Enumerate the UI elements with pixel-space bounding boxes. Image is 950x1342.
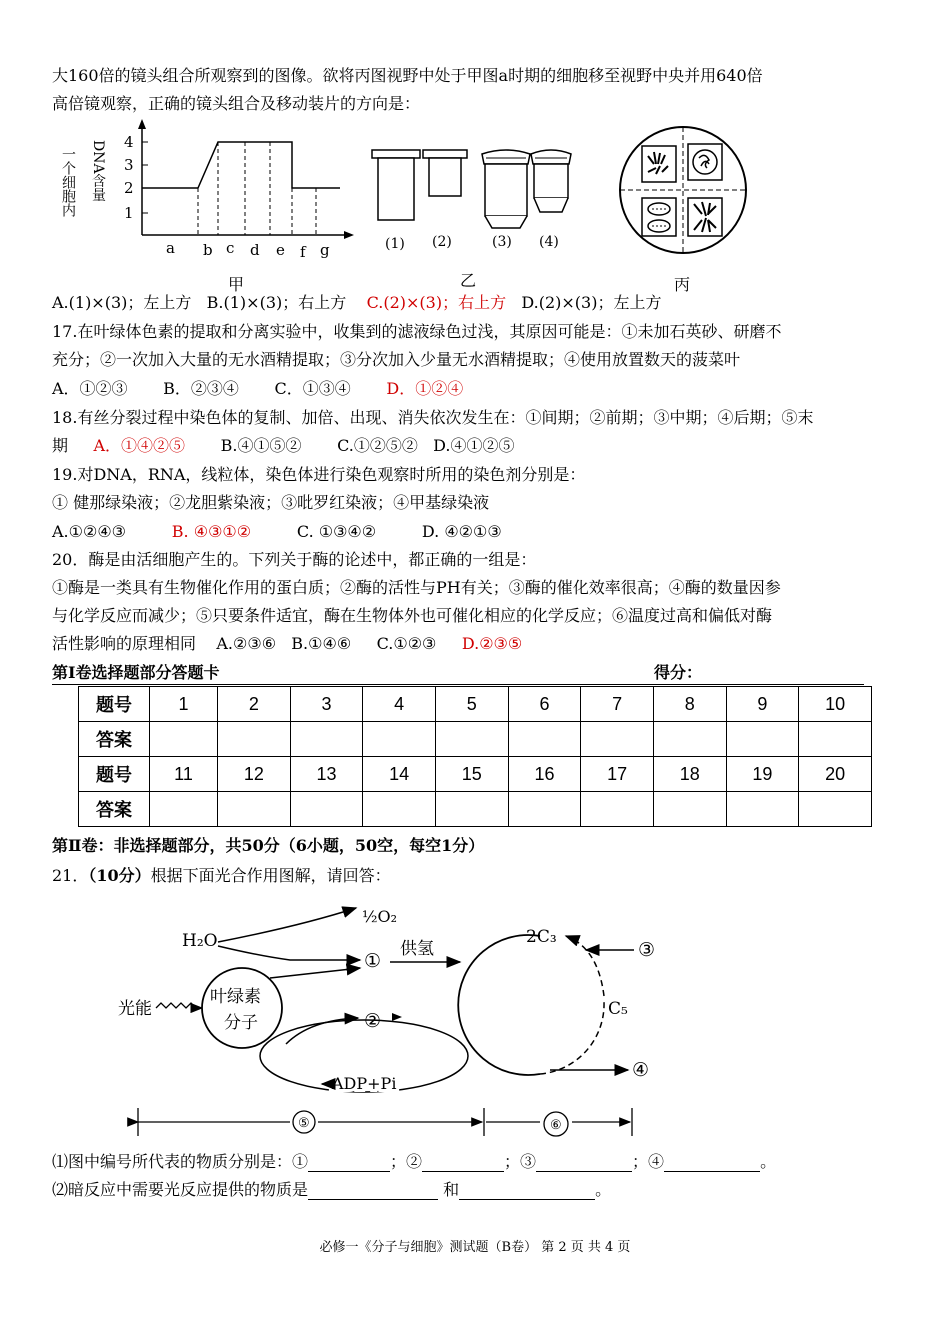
q21-number: 21． xyxy=(52,866,89,885)
answer-cell[interactable] xyxy=(150,722,218,757)
q20-option-a: A.②③⑥ xyxy=(216,634,277,653)
q19-option-c: C. ①③④② xyxy=(296,522,377,541)
question-number: 12 xyxy=(218,757,291,792)
caption-jia: 甲 xyxy=(228,275,245,294)
lens-label-3: (3) xyxy=(492,234,512,250)
q21-sub1-m3: ；③ xyxy=(504,1152,537,1171)
q16-line2: 高倍镜观察，正确的镜头组合及移动装片的方向是： xyxy=(52,94,421,113)
answer-cell[interactable] xyxy=(508,792,581,827)
answer-card-header xyxy=(52,663,864,685)
q18-options xyxy=(52,436,514,456)
answer-blank-2[interactable] xyxy=(422,1155,504,1172)
question-number: 3 xyxy=(290,687,363,722)
score-label: 得分： xyxy=(654,663,703,682)
question-number: 13 xyxy=(290,757,363,792)
cell-metaphase xyxy=(642,146,676,182)
q21-stem-text: 根据下面光合作用图解，请回答： xyxy=(150,866,391,885)
x-tick-b: b xyxy=(203,241,213,259)
label-1: ① xyxy=(364,950,382,972)
adp-label: ADP+Pi xyxy=(332,1074,397,1093)
supply-h-label: 供氢 xyxy=(400,939,434,959)
q18-option-a: A．①④②⑤ xyxy=(93,436,186,455)
question-number: 1 xyxy=(150,687,218,722)
x-tick-d: d xyxy=(250,241,260,259)
cell-telophase xyxy=(642,198,676,236)
figure-bing-field xyxy=(610,122,760,297)
eyepiece-1 xyxy=(372,150,420,220)
lens-label-2: (2) xyxy=(432,234,452,250)
caption-yi: 乙 xyxy=(460,271,477,290)
y-tick-4: 4 xyxy=(124,133,134,151)
q20-line2: ①酶是一类具有生物催化作用的蛋白质；②酶的活性与PH有关；③酶的催化效率很高；④酶的数量因参 xyxy=(52,578,781,597)
q21-sub1-m4: ；④ xyxy=(632,1152,665,1171)
question-number: 11 xyxy=(150,757,218,792)
q20-line3: 与化学反应而减少；⑤只要条件适宜，酶在生物体外也可催化相应的化学反应；⑥温度过高和偏低对酶 xyxy=(52,606,773,625)
answer-cell[interactable] xyxy=(290,722,363,757)
label-3: ③ xyxy=(638,939,656,961)
q18-option-c: C.①②⑤② xyxy=(337,436,418,455)
answer-row-answers-2 xyxy=(79,792,872,827)
q20-line1: 20．酶是由活细胞产生的。下列关于酶的论述中，都正确的一组是： xyxy=(52,550,537,569)
x-tick-e: e xyxy=(276,241,285,259)
q17-option-b: B．②③④ xyxy=(163,379,239,398)
question-number: 10 xyxy=(799,687,872,722)
answer-cell[interactable] xyxy=(218,722,291,757)
label-4: ④ xyxy=(632,1059,650,1081)
o2-label: ½O₂ xyxy=(362,907,398,926)
chlorophyll-label-2: 分子 xyxy=(224,1013,258,1033)
cell-prophase xyxy=(688,144,722,180)
answer-blank-1[interactable] xyxy=(308,1155,390,1172)
lens-label-4: (4) xyxy=(539,234,559,250)
question-number: 18 xyxy=(653,757,726,792)
answer-cell[interactable] xyxy=(799,722,872,757)
answer-cell[interactable] xyxy=(435,722,508,757)
objective-3 xyxy=(482,150,530,228)
q19-option-b: B. ④③①② xyxy=(171,522,252,541)
q17-option-a: A．①②③ xyxy=(52,379,128,398)
answer-cell[interactable] xyxy=(508,722,581,757)
answer-cell[interactable] xyxy=(726,792,799,827)
y-tick-1: 1 xyxy=(124,204,134,222)
q16-option-a: A.(1)×(3)；左上方 xyxy=(52,293,192,312)
chlorophyll-circle xyxy=(202,968,282,1048)
q21-sub2-prefix: ⑵暗反应中需要光反应提供的物质是 xyxy=(52,1180,309,1199)
question-number: 14 xyxy=(363,757,436,792)
x-tick-a: a xyxy=(166,239,175,257)
y-tick-2: 2 xyxy=(124,179,134,197)
answer-blank-4[interactable] xyxy=(664,1155,760,1172)
q20-option-c: C.①②③ xyxy=(376,634,437,653)
question-number: 19 xyxy=(726,757,799,792)
q21-sub2-mid: 和 xyxy=(443,1180,460,1199)
answer-row-answers-1 xyxy=(79,722,872,757)
graph-ylabel-right: DNA含量 xyxy=(90,140,106,202)
q16-option-b: B.(1)×(3)；右上方 xyxy=(206,293,347,312)
y-tick-3: 3 xyxy=(124,156,134,174)
answer-row-numbers-1 xyxy=(79,687,872,722)
x-tick-g: g xyxy=(320,241,330,259)
label-5: ⑤ xyxy=(298,1116,310,1131)
q20-line4-options xyxy=(52,634,522,654)
q19-options xyxy=(52,522,502,542)
caption-bing: 丙 xyxy=(674,275,691,294)
q21-sub2 xyxy=(52,1180,611,1200)
h2o-label: H₂O xyxy=(182,931,218,951)
label-6: ⑥ xyxy=(550,1118,562,1133)
question-number: 4 xyxy=(363,687,436,722)
question-number: 9 xyxy=(726,687,799,722)
q20-option-b: B.①④⑥ xyxy=(291,634,352,653)
answer-card-table xyxy=(78,686,872,827)
answer-cell[interactable] xyxy=(653,722,726,757)
q18-line1: 18.有丝分裂过程中染色体的复制、加倍、出现、消失依次发生在：①间期；②前期；③中期；④后期；⑤末 xyxy=(52,408,814,427)
answer-cell[interactable] xyxy=(581,792,654,827)
q19-line1: 19.对DNA，RNA，线粒体，染色体进行染色观察时所用的染色剂分别是： xyxy=(52,465,586,484)
answer-cell[interactable] xyxy=(799,792,872,827)
answer-blank-5[interactable] xyxy=(308,1183,438,1200)
x-tick-c: c xyxy=(226,239,235,257)
question-number: 20 xyxy=(799,757,872,792)
q18-prefix: 期 xyxy=(52,436,69,455)
question-number: 5 xyxy=(435,687,508,722)
graph-ylabel-left: 一个细胞内 xyxy=(60,147,76,217)
q17-option-d: D．①②④ xyxy=(386,379,464,398)
q18-option-d: D.④①②⑤ xyxy=(433,436,515,455)
cell-anaphase xyxy=(688,198,722,236)
question-number: 17 xyxy=(581,757,654,792)
q21-sub2-end: 。 xyxy=(595,1180,612,1199)
q20-option-d: D.②③⑤ xyxy=(461,634,523,653)
light-label: 光能 xyxy=(118,999,152,1019)
q17-line2: 充分；②一次加入大量的无水酒精提取；③分次加入少量无水酒精提取；④使用放置数天的菠菜叶 xyxy=(52,350,741,369)
q19-option-a: A.①②④③ xyxy=(52,522,127,541)
q21-points: （10分） xyxy=(88,866,151,885)
q16-line1: 大160倍的镜头组合所观察到的图像。欲将丙图视野中处于甲图a时期的细胞移至视野中央并用640倍 xyxy=(52,66,763,85)
figure-jia-dna-graph xyxy=(60,115,360,295)
answer-cell[interactable] xyxy=(581,722,654,757)
q21-sub1-prefix: ⑴图中编号所代表的物质分别是：① xyxy=(52,1152,309,1171)
q17-option-c: C．①③④ xyxy=(274,379,351,398)
answer-cell[interactable] xyxy=(653,792,726,827)
chlorophyll-label-1: 叶绿素 xyxy=(210,987,261,1007)
q21-sub1 xyxy=(52,1152,776,1172)
q16-option-d: D.(2)×(3)；左上方 xyxy=(521,293,662,312)
answer-cell[interactable] xyxy=(726,722,799,757)
q16-options xyxy=(52,293,661,313)
label-2: ② xyxy=(364,1010,382,1032)
q19-option-d: D. ④②①③ xyxy=(421,522,502,541)
q17-line1: 17.在叶绿体色素的提取和分离实验中，收集到的滤液绿色过浅，其原因可能是：①未加石英砂、研磨不 xyxy=(52,322,782,341)
photosynthesis-diagram xyxy=(110,892,680,1144)
answer-cell[interactable] xyxy=(435,792,508,827)
question-number: 15 xyxy=(435,757,508,792)
q21-sub1-end: 。 xyxy=(760,1152,777,1171)
answer-blank-3[interactable] xyxy=(536,1155,632,1172)
lens-label-1: (1) xyxy=(385,236,405,252)
page-footer: 必修一《分子与细胞》测试题（B卷） 第 2 页 共 4 页 xyxy=(319,1240,631,1255)
answer-cell[interactable] xyxy=(363,722,436,757)
question-number: 16 xyxy=(508,757,581,792)
figure-yi-lenses xyxy=(368,142,588,297)
answer-cell[interactable] xyxy=(290,792,363,827)
q16-option-c: C.(2)×(3)；右上方 xyxy=(366,293,507,312)
eyepiece-2 xyxy=(423,150,467,196)
q21-stem xyxy=(52,866,391,886)
question-number: 7 xyxy=(581,687,654,722)
question-number: 2 xyxy=(218,687,291,722)
row-header-answer: 答案 xyxy=(79,722,150,757)
q17-options xyxy=(52,379,463,399)
q18-option-b: B.④①⑤② xyxy=(220,436,302,455)
answer-cell[interactable] xyxy=(218,792,291,827)
q19-line2: ① 健那绿染液；②龙胆紫染液；③吡罗红染液；④甲基绿染液 xyxy=(52,493,490,512)
answer-blank-6[interactable] xyxy=(459,1183,595,1200)
q20-line4: 活性影响的原理相同 xyxy=(52,634,197,653)
c3-label: 2C₃ xyxy=(526,927,557,947)
row-header-number: 题号 xyxy=(79,687,150,722)
answer-row-numbers-2 xyxy=(79,757,872,792)
row-header-number: 题号 xyxy=(79,757,150,792)
answer-cell[interactable] xyxy=(150,792,218,827)
answer-cell[interactable] xyxy=(363,792,436,827)
objective-4 xyxy=(531,150,571,212)
question-number: 6 xyxy=(508,687,581,722)
q21-sub1-m2: ；② xyxy=(390,1152,423,1171)
question-number: 8 xyxy=(653,687,726,722)
row-header-answer: 答案 xyxy=(79,792,150,827)
part2-title: 第Ⅱ卷：非选择题部分，共50分（6小题，50空，每空1分） xyxy=(52,836,485,855)
c5-label: C₅ xyxy=(608,999,628,1019)
answer-card-title: 第Ⅰ卷选择题部分答题卡 xyxy=(52,663,220,682)
x-tick-f: f xyxy=(300,243,306,261)
